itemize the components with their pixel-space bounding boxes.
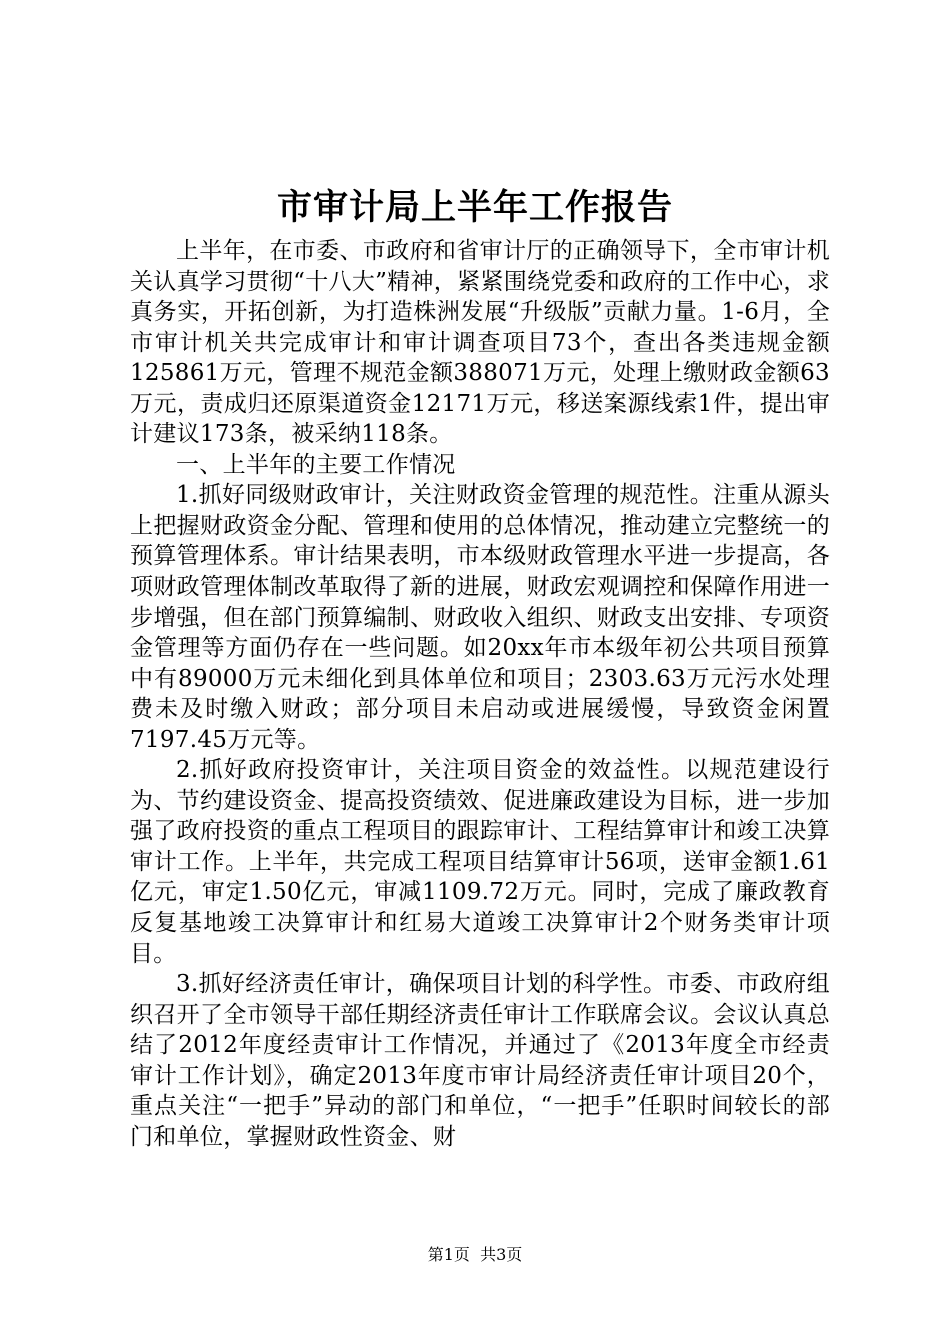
page-number: 第1页	[427, 1245, 470, 1264]
body-paragraph: 2.抓好政府投资审计，关注项目资金的效益性。以规范建设行为、节约建设资金、提高投资绩效、促进廉政建设为目标，进一步加强了政府投资的重点工程项目的跟踪审计、工程结算审计和竣工决算审计工作。上半年，共完成工程项目结算审计56项，送审金额1.61亿元，审定1.50亿元，审减1109.72万元。同时，完成了廉政教育反复基地竣工决算审计和红易大道竣工决算审计2个财务类审计项目。	[130, 757, 830, 967]
body-paragraph: 1.抓好同级财政审计，关注财政资金管理的规范性。注重从源头上把握财政资金分配、管理和使用的总体情况，推动建立完整统一的预算管理体系。审计结果表明，市本级财政管理水平进一步提高，各项财政管理体制改革取得了新的进展，财政宏观调控和保障作用进一步增强，但在部门预算编制、财政收入组织、财政支出安排、专项资金管理等方面仍存在一些问题。如20xx年市本级年初公共项目预算中有89000万元未细化到具体单位和项目；2303.63万元污水处理费未及时缴入财政；部分项目未启动或进展缓慢，导致资金闲置7197.45万元等。	[130, 482, 830, 753]
intro-paragraph: 上半年，在市委、市政府和省审计厅的正确领导下，全市审计机关认真学习贯彻“十八大”精神，紧紧围绕党委和政府的工作中心，求真务实，开拓创新，为打造株洲发展“升级版”贡献力量。1-6月，全市审计机关共完成审计和审计调查项目73个，查出各类违规金额125861万元，管理不规范金额388071万元，处理上缴财政金额63万元，责成归还原渠道资金12171万元，移送案源线索1件，提出审计建议173条，被采纳118条。	[130, 238, 830, 448]
page-total: 共3页	[480, 1245, 523, 1264]
document-body	[130, 236, 830, 1152]
section-heading: 一、上半年的主要工作情况	[176, 451, 456, 478]
page-footer	[0, 1244, 950, 1266]
document-title: 市审计局上半年工作报告	[276, 187, 673, 228]
body-paragraph: 3.抓好经济责任审计，确保项目计划的科学性。市委、市政府组织召开了全市领导干部任期经济责任审计工作联席会议。会议认真总结了2012年度经责审计工作情况，并通过了《2013年度全市经责审计工作计划》，确定2013年度市审计局经济责任审计项目20个，重点关注“一把手”异动的部门和单位，“一把手”任职时间较长的部门和单位，掌握财政性资金、财	[130, 971, 830, 1150]
